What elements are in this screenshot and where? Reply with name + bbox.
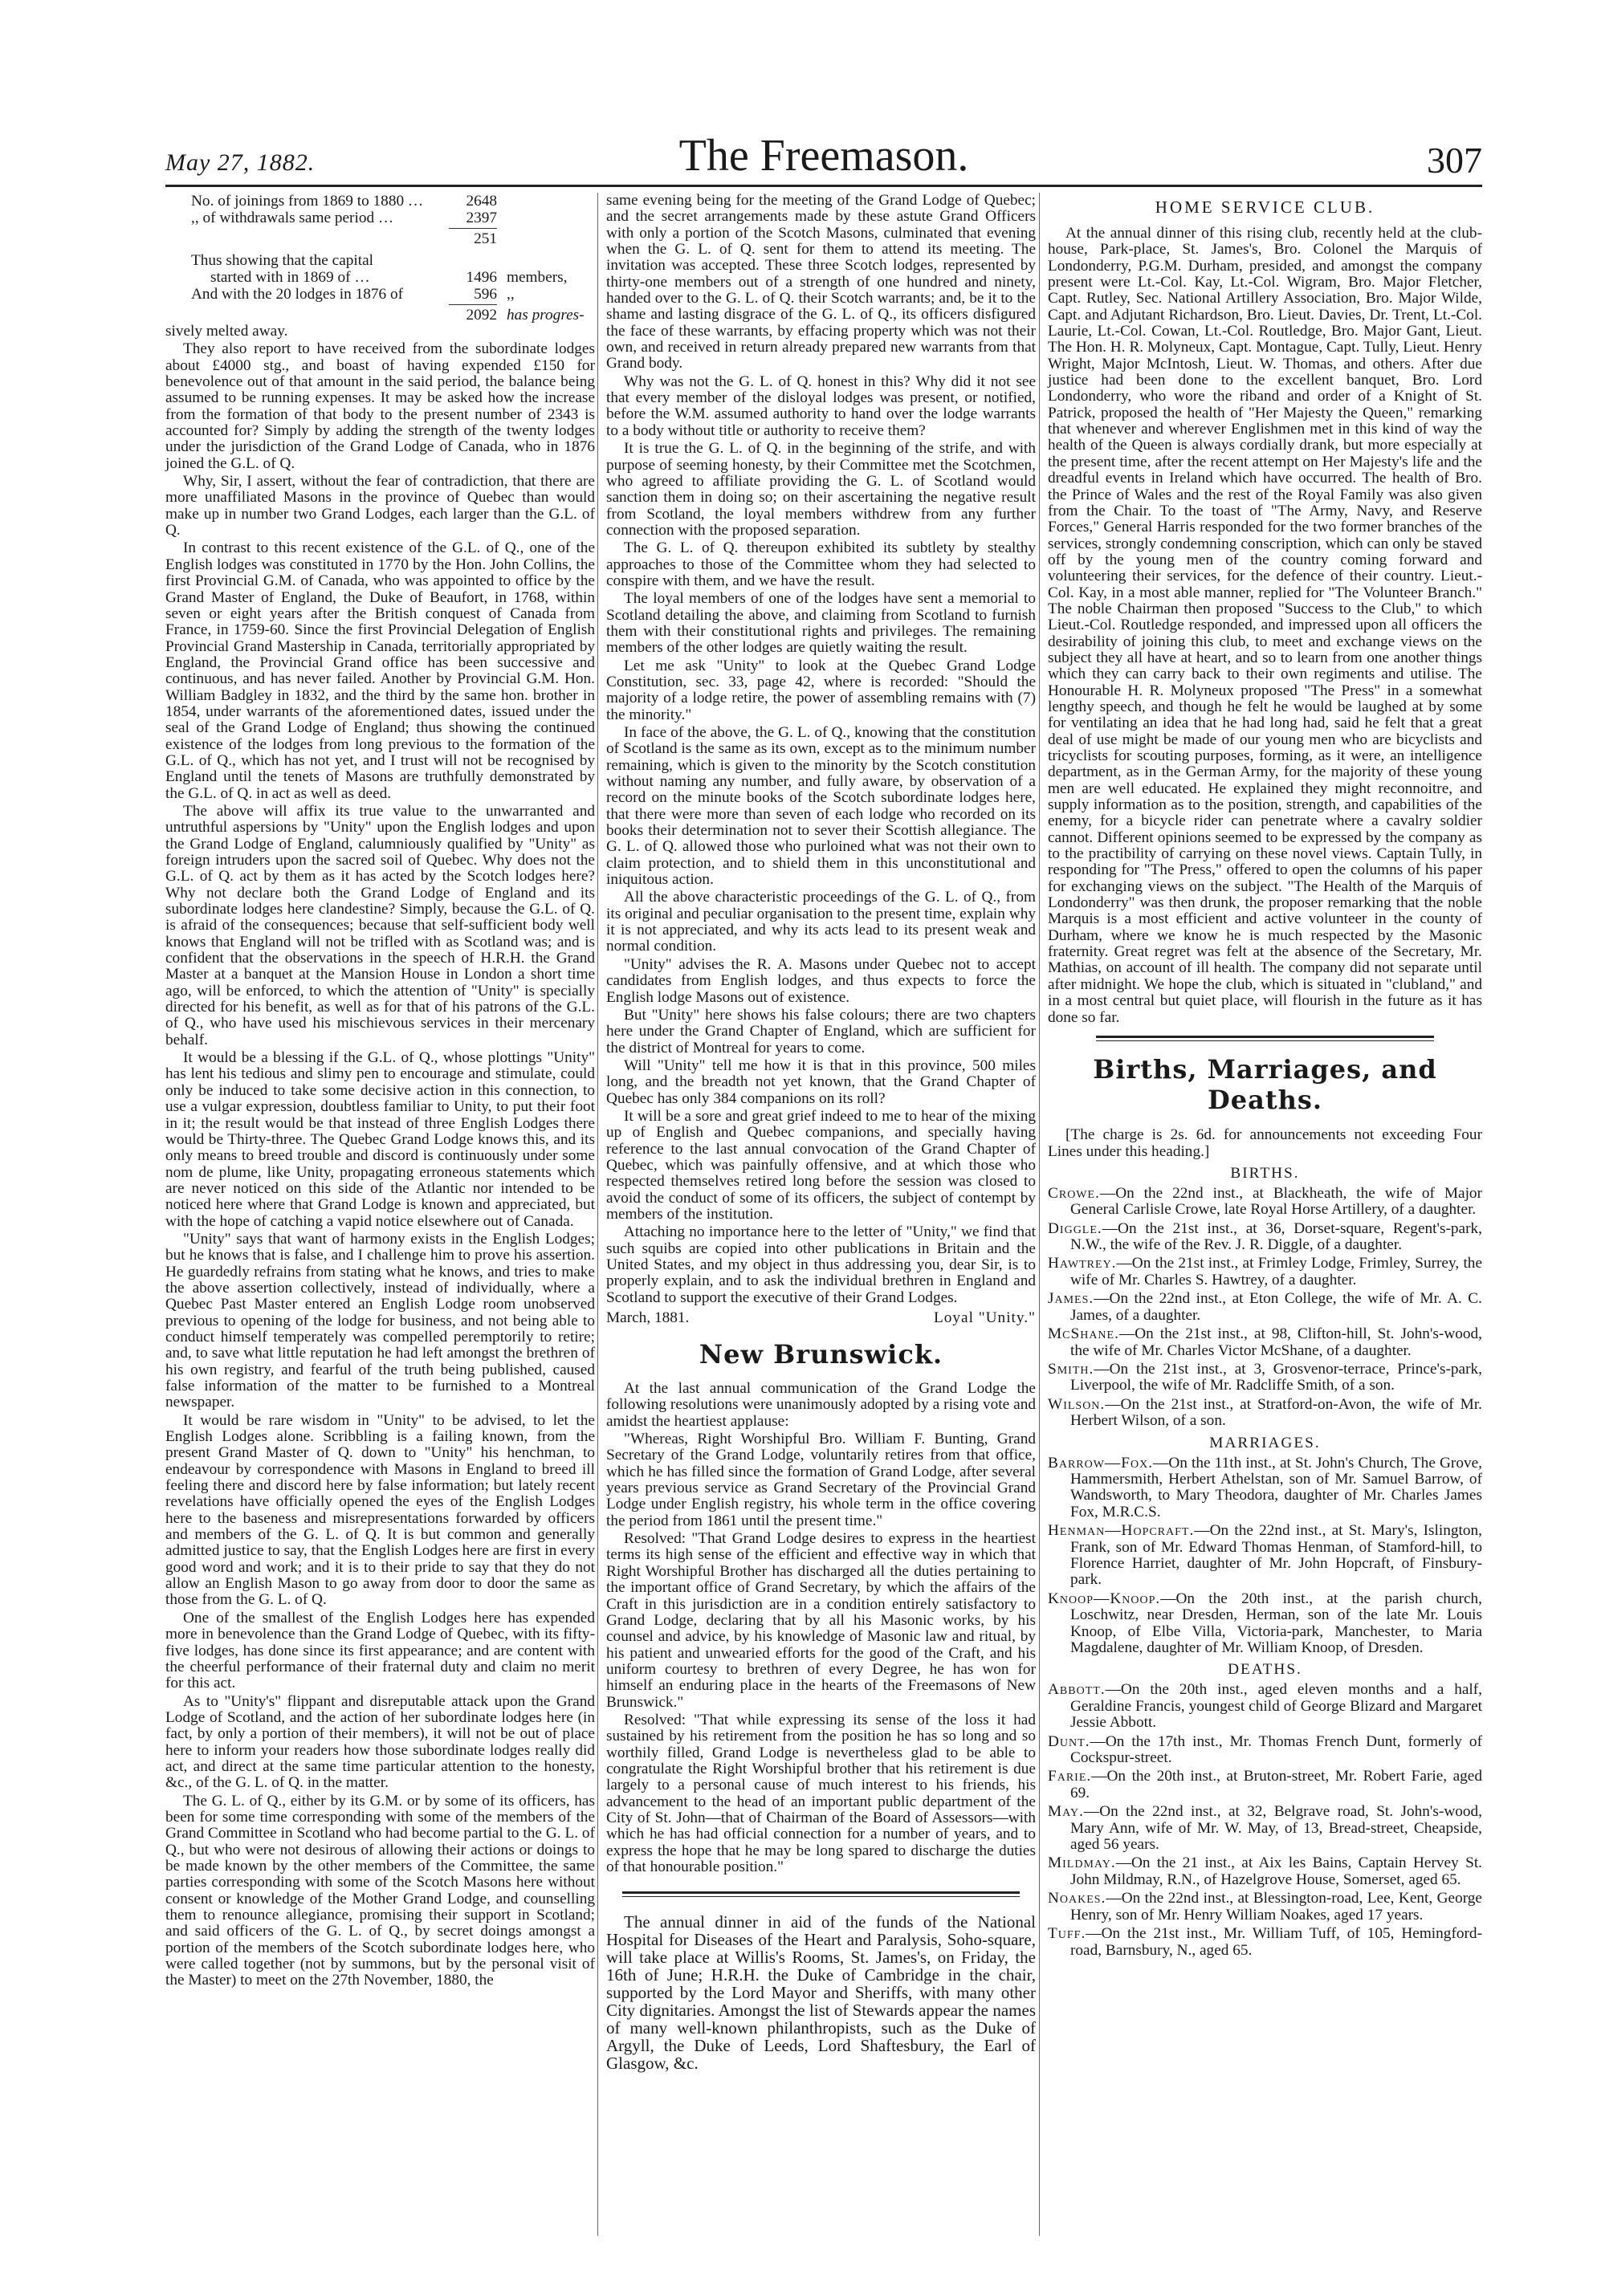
stats-label: And with the 20 lodges in 1876 of xyxy=(191,286,404,303)
stats-row xyxy=(191,286,595,303)
column-divider xyxy=(1039,193,1040,2236)
paragraph: All the above characteristic proceedings of the G. L. of Q., from its original and peculiar organisation to the present time, explain why it is not appreciated, and why its acts lead to its present weak and normal condition. xyxy=(606,889,1036,955)
notice-name: McShane. xyxy=(1048,1325,1119,1343)
stats-value: 596 xyxy=(474,286,497,303)
stats-row xyxy=(191,269,595,286)
notice-name: Henman—Hopcraft. xyxy=(1048,1522,1195,1540)
stats-value: 2092 xyxy=(466,307,497,324)
notice-name: James. xyxy=(1048,1290,1094,1308)
notice-item xyxy=(1048,1523,1482,1589)
notice-text: —On the 17th inst., Mr. Thomas French Dunt, formerly of Cockspur-street. xyxy=(1070,1732,1482,1767)
notice-item xyxy=(1048,1682,1482,1731)
column-1 xyxy=(165,193,595,1991)
notice-item xyxy=(1048,1891,1482,1924)
paragraph: The annual dinner in aid of the funds of the National Hospital for Diseases of the Heart and Paralysis, Soho-square, will take place at Willis's Rooms, St. James's, on Friday, the 16th of June; H.R.H. the Duke of Cambridge in the chair, supported by the Lord Mayor and Sheriffs, with many other City dignitaries. Amongst the list of Stewards appear the names of many well-known philanthropists, such as the Duke of Argyll, the Duke of Leeds, Lord Shaftesbury, the Earl of Glasgow, &c. xyxy=(606,1912,1036,2074)
notice-name: Mildmay. xyxy=(1048,1854,1116,1872)
section-heading-births-marriages-deaths: Births, Marriages, and Deaths. xyxy=(1093,1053,1437,1115)
notice-item xyxy=(1048,1256,1482,1288)
paragraph: One of the smallest of the English Lodges here has expended more in benevolence than the Grand Lodge of Quebec, with its fifty-five lodges, has done since its first appearance; and are content with the cheerful performance of their fraternal duty and claim no merit for this act. xyxy=(165,1609,595,1692)
paragraph: Attaching no importance here to the letter of "Unity," we find that such squibs are copied into other publications in Britain and the United States, and my object in thus addressing you, dear Sir, is to properly explain, and to ask the individual brethren in England and Scotland to support the executive of their Grand Lodges. xyxy=(606,1223,1036,1306)
charge-note: [The charge is 2s. 6d. for announcements not exceeding Four Lines under this heading.] xyxy=(1048,1126,1482,1160)
notice-text: —On the 22nd inst., at St. Mary's, Islington, Frank, son of Mr. Edward Thomas Henman, of Stamford-hill, to Florence Harriet, daughter of Mr. John Hopcraft, of Finsbury-park. xyxy=(1070,1522,1482,1589)
notice-item xyxy=(1048,1186,1482,1219)
paragraph: The loyal members of one of the lodges have sent a memorial to Scotland detailing the above, and claiming from Scotland to furnish them with their constitutional rights and privileges. The remaining members of the other lodges are quietly waiting the result. xyxy=(606,590,1036,657)
signature-name: Loyal "Unity." xyxy=(933,1309,1036,1327)
stats-row xyxy=(191,307,595,324)
paragraph: They also report to have received from the subordinate lodges about £4000 stg., and boast of having expended £150 for benevolence out of that amount in the said period, the balance being assumed to be running expenses. It may be asked how the increase from the formation of that body to the present number of 2343 is accounted for? Simply by adding the strength of the twenty lodges under the jurisdiction of the Grand Lodge of Canada, who in 1876 joined the G.L. of Q. xyxy=(165,340,595,472)
notice-text: —On the 11th inst., at St. John's Church, The Grove, Hammersmith, Herbert Athelstan, son of Mr. Samuel Barrow, of Wandsworth, to Mary Theodora, daughter of Mr. Charles James Fox, M.R.C.S. xyxy=(1070,1454,1482,1520)
notice-text: —On the 22nd inst., at Blessington-road, Lee, Kent, George Henry, son of Mr. Henry William Noakes, aged 17 years. xyxy=(1070,1890,1482,1924)
notice-text: —On the 21st inst., at 3, Grosvenor-terrace, Prince's-park, Liverpool, the wife of Mr. Radcliffe Smith, of a son. xyxy=(1070,1360,1482,1394)
paragraph: It would be rare wisdom in "Unity" to be advised, to let the English Lodges alone. Scribbling is a failing known, from the present Grand Master of Q. down to "Unity" his henchman, to endeavour by correspondence with Masons in England to breed ill feeling there and discord here by false information; but lately recent revelations have officially opened the eyes of the English Lodges here to the baseness and misrepresentations forwarded by officers and members of the G. L. of Q. It is but common and generally admitted justice to say, that the English Lodges here are first in every good word and work; and it is to their pride to say that they do not allow an English Mason to go away from door to door the same as those from the G. L. of Q. xyxy=(165,1411,595,1609)
stats-value: 1496 xyxy=(466,269,497,286)
column-divider xyxy=(597,193,598,2236)
stats-label: started with in 1869 of … xyxy=(210,269,370,286)
stats-label: No. of joinings from 1869 to 1880 … xyxy=(191,193,424,210)
stats-label: ,, of withdrawals same period … xyxy=(191,210,394,226)
notice-name: Diggle. xyxy=(1048,1219,1102,1237)
notice-text: —On the 21st inst., at Stratford-on-Avon, the wife of Mr. Herbert Wilson, of a son. xyxy=(1070,1395,1482,1430)
stats-unit: ,, xyxy=(507,286,515,303)
notice-text: —On the 22nd inst., at Eton College, the wife of Mr. A. C. James, of a daughter. xyxy=(1070,1290,1482,1324)
paragraph: In face of the above, the G. L. of Q., knowing that the constitution of Scotland is the same as its own, except as to the minimum number remaining, which is given to the minority by the Scotch constitution without naming any number, and fully aware, by observation of a record on the minute books of the Scotch subordinate lodges here, that there were more than seven of each lodge who recorded on its books their determination not to sever their Scottish allegiance. The G. L. of Q. allowed those who purloined what was not their own to claim protection, and to shield them in this unconstitutional and iniquitous action. xyxy=(606,724,1036,889)
section-heading-home-service-club: HOME SERVICE CLUB. xyxy=(1155,197,1375,217)
column-2 xyxy=(606,193,1036,2074)
notice-text: —On the 22nd inst., at 32, Belgrave road, St. John's-wood, Mary Ann, wife of Mr. W. May, of 13, Bread-street, Cheapside, aged 56 years. xyxy=(1070,1803,1482,1854)
stats-unit: members, xyxy=(507,269,568,286)
marriages-heading: MARRIAGES. xyxy=(1209,1434,1321,1451)
column-3 xyxy=(1048,193,1482,1961)
notice-item xyxy=(1048,1855,1482,1888)
stats-value: 2397 xyxy=(466,210,497,226)
notice-name: Barrow—Fox. xyxy=(1048,1454,1154,1472)
paragraph: In contrast to this recent existence of the G.L. of Q., one of the English lodges was constituted in 1770 by the Hon. John Collins, the first Provincial G.M. of Canada, who was appointed to office by the Grand Master of England, the Duke of Beaufort, in 1768, within seven or eight years after the British conquest of Canada from France, in 1759-60. Since the first Provincial Delegation of English Provincial Grand Mastership in Canada, territorially appropriated by England, the Provincial Grand office has been successive and continuous, and has never failed. Another by Provincial G.M. Hon. William Badgley in 1832, and the third by the same hon. brother in 1854, under warrants of the aforementioned dates, issued under the seal of the Grand Lodge of England; thus showing the continued existence of the lodges from long previous to the formation of the G.L. of Q., which has not yet, and I trust will not be recognised by England until the tenets of Masons are truthfully demonstrated by the G.L. of Q. in act as well as deed. xyxy=(165,539,595,802)
notice-item xyxy=(1048,1769,1482,1801)
newspaper-title: The Freemason. xyxy=(678,131,969,181)
paragraph: The above will affix its true value to the unwarranted and untruthful aspersions by "Unity" upon the English lodges and upon the Grand Lodge of England, calumniously qualified by "Unity" as foreign intruders upon the sacred soil of Quebec. Why does not the G.L. of Q. act by them as it has acted by the Scotch lodges here? Why not declare both the Grand Lodge of England and its subordinate lodges here clandestine? Simply, because the G.L. of Q. is afraid of the consequences; because that self-sufficient body well knows that England will not be trifled with as Scotland was; and is confident that the observations in the speech of H.R.H. the Grand Master at a banquet at the Mansion House in London a short time ago, will be enforced, to which the attention of "Unity" is specially directed for his benefit, as well as for that of his patrons of the G.L. of Q., who have used his mischievous services in their mercenary behalf. xyxy=(165,802,595,1048)
section-divider xyxy=(1096,1036,1434,1041)
signature-date: March, 1881. xyxy=(606,1309,690,1327)
paragraph: Let me ask "Unity" to look at the Quebec Grand Lodge Constitution, sec. 33, page 42, where is recorded: "Should the majority of a lodge retire, the power of assembling remains with (7) the minority." xyxy=(606,657,1036,723)
notice-item xyxy=(1048,1221,1482,1254)
sum-rule xyxy=(449,304,497,305)
stats-row xyxy=(191,230,595,247)
notice-item xyxy=(1048,1455,1482,1521)
deaths-heading: DEATHS. xyxy=(1228,1661,1302,1679)
paragraph: "Unity" advises the R. A. Masons under Quebec not to accept candidates from English lodges, and thus expects to force the English lodge Masons out of existence. xyxy=(606,955,1036,1006)
paragraph: It will be a sore and great grief indeed to me to hear of the mixing up of English and Quebec companions, and specially having reference to the last annual convocation of the Grand Chapter of Quebec, which was painfully offensive, and at which those who respected themselves retired long before the session was closed to avoid the conduct of some of its officers, the subject of contempt by members of the institution. xyxy=(606,1107,1036,1223)
notice-name: Tuff. xyxy=(1048,1925,1086,1943)
letter-signature xyxy=(606,1309,1036,1326)
notice-item xyxy=(1048,1734,1482,1767)
notice-name: May. xyxy=(1048,1803,1084,1821)
notice-name: Farie. xyxy=(1048,1768,1092,1785)
notice-item xyxy=(1048,1362,1482,1394)
paragraph: "Whereas, Right Worshipful Bro. William F. Bunting, Grand Secretary of the Grand Lodge, voluntarily retires from that office, which he has filled since the formation of Grand Lodge, after several years previous service as Grand Secretary of the Provincial Grand Lodge under English registry, his whole term in the office covering the period from 1861 until the present time." xyxy=(606,1431,1036,1529)
masthead-rule xyxy=(165,185,1482,187)
notice-item xyxy=(1048,1326,1482,1359)
notice-name: Smith. xyxy=(1048,1360,1094,1378)
stats-row xyxy=(191,193,595,210)
notice-name: Wilson. xyxy=(1048,1395,1106,1413)
paragraph: Why was not the G. L. of Q. honest in this? Why did it not see that every member of the disloyal lodges was present, or notified, before the W.M. assumed authority to hand over the lodge warrants to a body without title or authority to receive them? xyxy=(606,372,1036,439)
notice-name: Crowe. xyxy=(1048,1184,1100,1202)
notice-text: —On the 20th inst., at the parish church, Loschwitz, near Dresden, Herman, son of the late Mr. Louis Knoop, of Elbe Villa, Victoria-park, Manchester, to Maria Magdalene, daughter of Mr. William Knoop, of Dresden. xyxy=(1070,1590,1482,1656)
notice-name: Noakes. xyxy=(1048,1890,1106,1907)
sum-rule xyxy=(449,228,497,229)
notice-name: Dunt. xyxy=(1048,1732,1090,1750)
paragraph: It is true the G. L. of Q. in the beginning of the strife, and with purpose of seeming honesty, by their Committee met the Scotchmen, who agreed to affiliate providing the G. L. of Scotland would sanction them in doing so; on their ascertaining the negative result from Scotland, the loyal members withdrew from any further connection with the proposed separation. xyxy=(606,440,1036,539)
issue-date: May 27, 1882. xyxy=(165,149,316,176)
notice-item xyxy=(1048,1591,1482,1657)
notice-text: —On the 21st inst., at 36, Dorset-square, Regent's-park, N.W., the wife of the Rev. J. R. Diggle, of a daughter. xyxy=(1070,1219,1482,1254)
paragraph: It would be a blessing if the G.L. of Q., whose plottings "Unity" has lent his tedious and slimy pen to encourage and stimulate, could only be induced to take some decisive action in this connection, to use a vulgar expression, doubtless familiar to Unity, to put their foot in it; the result would be that instead of three English Lodges there would be Thirty-three. The Quebec Grand Lodge knows this, and its only means to breed trouble and discord is continuously under some nom de plume, like Unity, propagating erroneous statements which are never noticed on this side of the Atlantic nor intended to be noticed here where that Grand Lodge is known and appreciated, but with the hope of catching a vapid notice elsewhere out of Canada. xyxy=(165,1049,595,1230)
stats-label: Thus showing that the capital xyxy=(191,252,374,269)
paragraph: At the annual dinner of this rising club, recently held at the club-house, Park-place, St. James's, Bro. Colonel the Marquis of Londonderry, P.G.M. Durham, presided, and amongst the company present were Lt.-Col. Kay, Lt.-Col. Wigram, Bro. Major Fletcher, Capt. Rutley, Sec. National Artillery Association, Bro. Major Wilde, Capt. and Adjutant Richardson, Bro. Lieut. Davies, Dr. Trent, Lt.-Col. Laurie, Lt.-Col. Cowan, Lt.-Col. Routledge, Bro. Major Gant, Lieut. The Hon. H. R. Molyneux, Capt. Montague, Capt. Tully, Lieut. Henry Wright, Major McIntosh, Lieut. W. Thomas, and others. After due justice had been done to the excellent banquet, Bro. Lord Londonderry, who wore the riband and order of a Knight of St. Patrick, proposed the health of "Her Majesty the Queen," remarking that whenever and wherever Englishmen met in this kind of way the health of the Queen is always cordially drank, but more especially at the present time, after the recent attempt on Her Majesty's life and the dreadful events in Ireland which have occurred. The health of Bro. the Prince of Wales and the rest of the Royal Family was also given from the Chair. To the toast of "The Army, Navy, and Reserve Forces," General Harris responded for the two former branches of the services, strongly condemning conscription, which can only be staved off by the young men of the country coming forward and volunteering their services, for the defence of their country. Lieut.-Col. Kay, in a most able manner, replied for "The Volunteer Branch." The noble Chairman then proposed "Success to the Club," to which Lieut.-Col. Routledge responded, and impressed upon all officers the desirability of joining this club, to meet and exchange views on the subject they all have at heart, and so to learn from one another things which they can carry back to their own regiments and utilise. The Honourable H. R. Molyneux proposed "The Press" in a somewhat lengthy speech, and though he felt he would be laughed at by some for ventilating an idea that he had long had, said he felt that a great deal of use might be made of our young men who are bicyclists and tricyclists for scouting purposes, forming, as it were, an intelligence department, as in the German Army, for the majority of these young men are well educated. He explained they might reconnoitre, and supply information as to the position, strength, and capabilities of the enemy, for a bicycle rider can penetrate where a cavalry soldier cannot. Different opinions seemed to be expressed by the company as to the practibility of carrying on these novel views. Captain Tully, in responding for "The Press," offered to open the columns of his paper for exchanging views on the subject. "The Health of the Marquis of Londonderry" was then drunk, the proposer remarking that the noble Marquis is a most efficient and active volunteer in the county of Durham, where we know he is much respected by the Masonic fraternity. Great regret was felt at the absence of the Secretary, Mr. Mathias, on account of ill health. The company did not separate until after midnight. We hope the club, which is situated in "clubland," and in a most central but quiet place, will flourish in the future as it has done so far. xyxy=(1048,225,1482,1026)
paragraph: sively melted away. xyxy=(165,323,288,340)
paragraph: But "Unity" here shows his false colours; there are two chapters here under the Grand Chapter of England, which are sufficient for the district of Montreal for years to come. xyxy=(606,1006,1036,1056)
stats-row xyxy=(191,252,595,269)
notice-item xyxy=(1048,1397,1482,1430)
stats-value: 251 xyxy=(474,230,497,247)
section-heading-new-brunswick: New Brunswick. xyxy=(699,1339,943,1370)
paragraph: same evening being for the meeting of the Grand Lodge of Quebec; and the secret arrangements made by these astute Grand Officers with only a portion of the Scotch Masons, culminated that evening when the G. L. of Q. sent for them to attend its meeting. The invitation was accepted. These three Scotch lodges, represented by thirty-one members out of a strength of one hundred and ninety, handed over to the G. L. of Q. their Scotch warrants; and, be it to the shame and lasting disgrace of the G. L. of Q., its officers disfigured the face of these warrants, by effacing property which was not their own, and received in return already prepared new warrants from that Grand body. xyxy=(606,192,1036,372)
notice-name: Knoop—Knoop. xyxy=(1048,1590,1161,1607)
page-number: 307 xyxy=(1427,140,1482,181)
notice-name: Abbott. xyxy=(1048,1681,1106,1699)
membership-stats xyxy=(165,193,595,324)
notice-text: —On the 21st inst., at Frimley Lodge, Frimley, Surrey, the wife of Mr. Charles S. Hawtrey, of a daughter. xyxy=(1070,1255,1482,1288)
paragraph: Why, Sir, I assert, without the fear of contradiction, that there are more unaffiliated Masons in the province of Quebec than would make up in number two Grand Lodges, each larger than the G.L. of Q. xyxy=(165,473,595,539)
notice-text: —On the 21st inst., at 98, Clifton-hill, St. John's-wood, the wife of Mr. Charles Victor McShane, of a daughter. xyxy=(1070,1325,1482,1359)
paragraph: The G. L. of Q. thereupon exhibited its subtlety by stealthy approaches to those of the Committee whom they had selected to conspire with them, and we have the result. xyxy=(606,539,1036,589)
notice-text: —On the 22nd inst., at Blackheath, the wife of Major General Carlisle Crowe, late Royal Horse Artillery, of a daughter. xyxy=(1070,1184,1482,1219)
births-heading: BIRTHS. xyxy=(1230,1164,1300,1182)
notice-item xyxy=(1048,1804,1482,1853)
section-divider xyxy=(622,1891,1020,1897)
paragraph: Resolved: "That while expressing its sense of the loss it had sustained by his retirement from the position he has so long and so worthily filled, Grand Lodge is nevertheless glad to be able to congratulate the Right Worshipful brother that his retirement is due largely to a personal cause of much interest to his friends, his advancement to the head of an important public department of the City of St. John—that of Chairman of the Board of Assessors—with which he has had official connection for a number of years, and to express the hope that he may be long spared to discharge the duties of that honourable position." xyxy=(606,1711,1036,1875)
notice-item xyxy=(1048,1926,1482,1959)
stats-value: 2648 xyxy=(466,193,497,210)
paragraph: At the last annual communication of the Grand Lodge the following resolutions were unanimously adopted by a rising vote and amidst the heartiest applause: xyxy=(606,1380,1036,1430)
paragraph: "Unity" says that want of harmony exists in the English Lodges; but he knows that is false, and I challenge him to prove his assertion. He guardedly refrains from stating what he knows, and tries to make the above assertion collectively, instead of individually, where a Quebec Past Master entered an English Lodge room unobserved previous to opening of the lodge for business, and not being able to conduct himself temperately was compelled peremptorily to retire; and, to save what little reputation he had left amongst the brethren of his own registry, and fearful of the truth being published, caused false information of the matter to be furnished to a Montreal newspaper. xyxy=(165,1230,595,1411)
notice-text: —On the 21st inst., Mr. William Tuff, of 105, Hemingford-road, Barnsbury, N., aged 65. xyxy=(1070,1925,1482,1959)
paragraph: Will "Unity" tell me how it is that in this province, 500 miles long, and the breadth not yet known, that the Grand Chapter of Quebec has only 384 companions on its roll? xyxy=(606,1056,1036,1107)
paragraph: As to "Unity's" flippant and disreputable attack upon the Grand Lodge of Scotland, and the action of her subordinate lodges here (in fact, by only a portion of their members), it will not be out of place here to inform your readers how those subordinate lodges really did act, and direct at the same time particular attention to the honesty, &c., of the G. L. of Q. in the matter. xyxy=(165,1692,595,1792)
stats-unit: has progres- xyxy=(507,307,585,324)
masthead xyxy=(165,120,1482,183)
notice-item xyxy=(1048,1291,1482,1324)
notice-name: Hawtrey. xyxy=(1048,1255,1117,1272)
stats-row xyxy=(191,210,595,226)
paragraph: Resolved: "That Grand Lodge desires to express in the heartiest terms its high sense of the efficient and effective way in which that Right Worshipful Brother has discharged all the duties pertaining to the important office of Grand Secretary, by which the affairs of the Craft in this jurisdiction are in a condition entirely satisfactory to Grand Lodge, declaring that by all his Masonic works, by his counsel and advice, by his knowledge of Masonic law and ritual, by his patient and unwearied efforts for the good of the Craft, and his uniform courtesy to brethren of every Degree, he has won for himself an enduring place in the hearts of the Freemasons of New Brunswick." xyxy=(606,1530,1036,1711)
notice-text: —On the 21 inst., at Aix les Bains, Captain Hervey St. John Mildmay, R.N., of Hazelgrove House, Somerset, aged 65. xyxy=(1070,1854,1482,1888)
notice-text: —On the 20th inst., aged eleven months and a half, Geraldine Francis, youngest child of George Blizard and Margaret Jessie Abbott. xyxy=(1070,1681,1482,1732)
paragraph: The G. L. of Q., either by its G.M. or by some of its officers, has been for some time corresponding with some of the members of the Grand Committee in Scotland who had become partial to the G. L. of Q., but who were not desirous of allowing their actions or doings to be made known by the other members of the Committee, the same parties corresponding with some of the Scotch Masons here without consent or knowledge of the Mother Grand Lodge, and counselling them to renounce allegiance, promising their support in Scotland; and said officers of the G. L. of Q., by secret doings amongst a portion of the members of the Scotch subordinate lodges here, who were called together (not by summons, but by the personal visit of the Master) to meet on the 27th November, 1880, the xyxy=(165,1792,595,1989)
notice-text: —On the 20th inst., at Bruton-street, Mr. Robert Farie, aged 69. xyxy=(1070,1768,1482,1801)
